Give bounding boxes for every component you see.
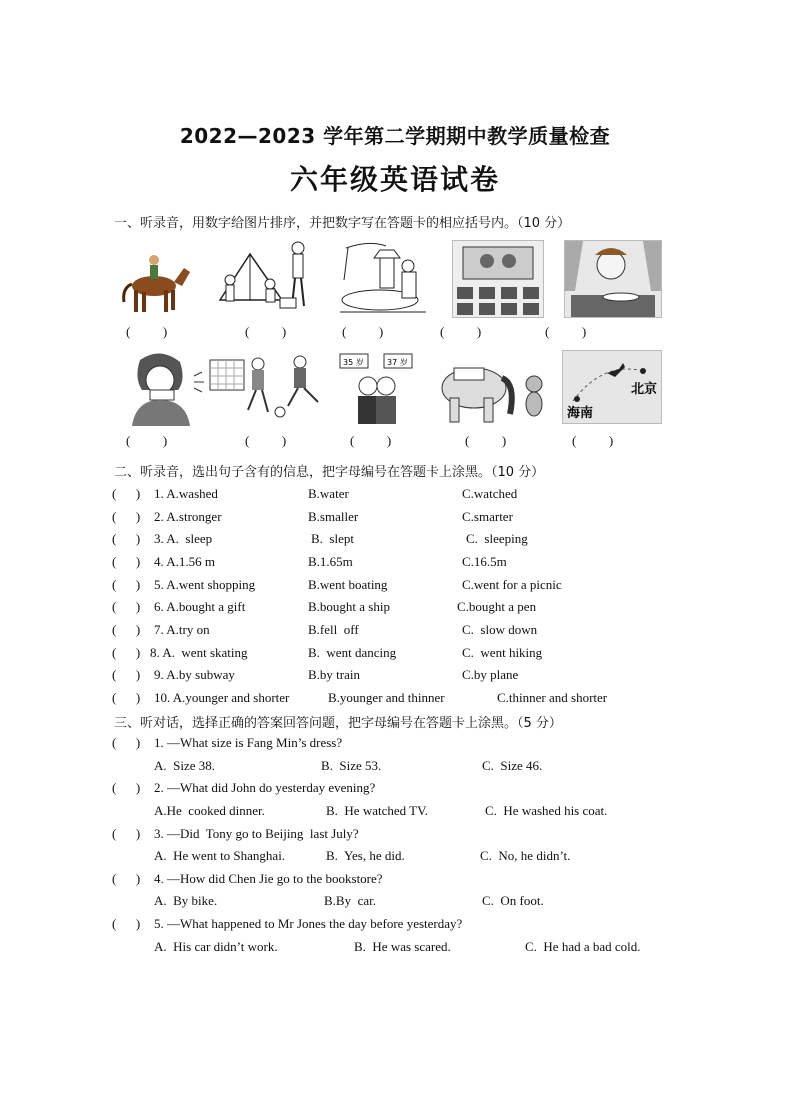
s3-answer-paren[interactable]: ( ) xyxy=(112,916,141,931)
map-label-beijing: 北京 xyxy=(631,382,658,397)
eating-picture xyxy=(564,240,662,318)
s2-item-3 xyxy=(112,531,712,549)
section1-heading: 一、听录音，用数字给图片排序，并把数字写在答题卡的相应括号内。（10 分） xyxy=(114,216,571,231)
s3-question-text: 5. —What happened to Mr Jones the day before yesterday? xyxy=(154,916,463,931)
s2-option-b: B.water xyxy=(308,486,349,501)
s3-option-a: A. He went to Shanghai. xyxy=(154,848,286,863)
s2-answer-paren[interactable]: ( ) xyxy=(112,645,141,660)
answer-paren-5[interactable]: ( ) xyxy=(545,324,587,339)
age-label-left: 35 岁 xyxy=(343,358,364,367)
s3-options-1 xyxy=(112,758,712,776)
s2-option-a: 1. A.washed xyxy=(154,486,218,501)
s2-option-c: C. slow down xyxy=(462,622,538,637)
s2-option-b: B.younger and thinner xyxy=(328,690,445,705)
s3-options-4 xyxy=(112,893,712,911)
s3-question-2 xyxy=(112,780,712,798)
s3-options-5 xyxy=(112,939,712,957)
answer-paren-2[interactable]: ( ) xyxy=(245,324,287,339)
s2-answer-paren[interactable]: ( ) xyxy=(112,622,141,637)
s3-option-c: C. No, he didn’t. xyxy=(480,848,571,863)
sick-woman-picture xyxy=(116,350,206,426)
s3-question-text: 4. —How did Chen Jie go to the bookstore? xyxy=(154,871,383,886)
s2-answer-paren[interactable]: ( ) xyxy=(112,599,141,614)
s2-item-1 xyxy=(112,486,712,504)
s3-options-3 xyxy=(112,848,712,866)
s2-option-a: 8. A. went skating xyxy=(150,645,248,660)
age-comparison-picture xyxy=(338,352,414,426)
answer-paren-9[interactable]: ( ) xyxy=(465,433,507,448)
s3-answer-paren[interactable]: ( ) xyxy=(112,735,141,750)
s3-option-b: B. Size 53. xyxy=(321,758,382,773)
s3-answer-paren[interactable]: ( ) xyxy=(112,826,141,841)
s2-option-c: C.went for a picnic xyxy=(462,577,562,592)
s3-option-c: C. He washed his coat. xyxy=(485,803,608,818)
map-label-hainan: 海南 xyxy=(567,406,594,421)
s3-question-text: 1. —What size is Fang Min’s dress? xyxy=(154,735,343,750)
section2-heading: 二、听录音，选出句子含有的信息，把字母编号在答题卡上涂黑。（10 分） xyxy=(114,465,545,480)
s2-option-b: B. slept xyxy=(311,531,354,546)
horse-riding-picture xyxy=(116,244,196,316)
s2-answer-paren[interactable]: ( ) xyxy=(112,554,141,569)
s2-option-b: B.by train xyxy=(308,667,360,682)
answer-paren-7[interactable]: ( ) xyxy=(245,433,287,448)
s2-option-b: B.fell off xyxy=(308,622,359,637)
s3-option-b: B. Yes, he did. xyxy=(326,848,405,863)
s3-option-a: A.He cooked dinner. xyxy=(154,803,265,818)
s2-option-c: C. sleeping xyxy=(466,531,528,546)
s2-option-a: 3. A. sleep xyxy=(154,531,213,546)
s2-option-c: C.thinner and shorter xyxy=(497,690,608,705)
fishing-picture xyxy=(340,240,426,316)
s2-option-c: C.watched xyxy=(462,486,518,501)
s2-option-b: B. went dancing xyxy=(308,645,397,660)
s2-item-8 xyxy=(112,645,712,663)
s2-option-b: B.1.65m xyxy=(308,554,353,569)
s2-option-a: 10. A.younger and shorter xyxy=(154,690,290,705)
s3-question-3 xyxy=(112,826,712,844)
s3-question-4 xyxy=(112,871,712,889)
camping-picture xyxy=(210,240,310,316)
s2-option-c: C.by plane xyxy=(462,667,519,682)
s2-option-a: 4. A.1.56 m xyxy=(154,554,216,569)
s2-option-c: C.16.5m xyxy=(462,554,507,569)
s3-question-text: 2. —What did John do yesterday evening? xyxy=(154,780,376,795)
s3-answer-paren[interactable]: ( ) xyxy=(112,871,141,886)
answer-paren-10[interactable]: ( ) xyxy=(572,433,614,448)
s2-answer-paren[interactable]: ( ) xyxy=(112,486,141,501)
section3-heading: 三、听对话，选择正确的答案回答问题，把字母编号在答题卡上涂黑。（5 分） xyxy=(114,716,562,731)
s2-item-7 xyxy=(112,622,712,640)
s2-item-10 xyxy=(112,690,712,708)
answer-paren-6[interactable]: ( ) xyxy=(126,433,168,448)
map-flight-picture xyxy=(562,350,662,424)
s2-item-6 xyxy=(112,599,712,617)
s2-option-c: C. went hiking xyxy=(462,645,543,660)
s3-option-c: C. He had a bad cold. xyxy=(525,939,641,954)
s3-question-1 xyxy=(112,735,712,753)
age-label-right: 37 岁 xyxy=(387,358,408,367)
exam-title: 2022—2023 学年第二学期期中教学质量检查 xyxy=(179,124,611,148)
s2-answer-paren[interactable]: ( ) xyxy=(112,667,141,682)
s3-option-b: B. He watched TV. xyxy=(326,803,429,818)
s2-answer-paren[interactable]: ( ) xyxy=(112,577,141,592)
s3-answer-paren[interactable]: ( ) xyxy=(112,780,141,795)
s3-option-b: B.By car. xyxy=(324,893,376,908)
s3-option-a: A. His car didn’t work. xyxy=(154,939,278,954)
s3-option-c: C. On foot. xyxy=(482,893,544,908)
elephant-monkey-picture xyxy=(436,354,550,426)
s2-answer-paren[interactable]: ( ) xyxy=(112,531,141,546)
s3-option-a: A. Size 38. xyxy=(154,758,216,773)
s2-answer-paren[interactable]: ( ) xyxy=(112,690,141,705)
s2-option-a: 2. A.stronger xyxy=(154,509,222,524)
s2-answer-paren[interactable]: ( ) xyxy=(112,509,141,524)
exam-subtitle: 六年级英语试卷 xyxy=(289,163,500,196)
s2-option-c: C.bought a pen xyxy=(457,599,537,614)
s2-option-a: 6. A.bought a gift xyxy=(154,599,246,614)
s3-options-2 xyxy=(112,803,712,821)
s2-option-c: C.smarter xyxy=(462,509,513,524)
answer-paren-8[interactable]: ( ) xyxy=(350,433,392,448)
s2-item-4 xyxy=(112,554,712,572)
s3-option-c: C. Size 46. xyxy=(482,758,543,773)
s3-option-b: B. He was scared. xyxy=(354,939,451,954)
s2-option-a: 7. A.try on xyxy=(154,622,210,637)
football-picture xyxy=(208,350,330,426)
s2-item-9 xyxy=(112,667,712,685)
s2-option-b: B.smaller xyxy=(308,509,359,524)
s2-option-a: 9. A.by subway xyxy=(154,667,235,682)
s3-option-a: A. By bike. xyxy=(154,893,218,908)
answer-paren-4[interactable]: ( ) xyxy=(440,324,482,339)
s3-question-text: 3. —Did Tony go to Beijing last July? xyxy=(154,826,359,841)
s3-question-5 xyxy=(112,916,712,934)
s2-option-b: B.went boating xyxy=(308,577,388,592)
s2-option-a: 5. A.went shopping xyxy=(154,577,256,592)
answer-paren-3[interactable]: ( ) xyxy=(342,324,384,339)
s2-item-2 xyxy=(112,509,712,527)
s2-option-b: B.bought a ship xyxy=(308,599,390,614)
cinema-picture xyxy=(452,240,544,318)
answer-paren-1[interactable]: ( ) xyxy=(126,324,168,339)
s2-item-5 xyxy=(112,577,712,595)
